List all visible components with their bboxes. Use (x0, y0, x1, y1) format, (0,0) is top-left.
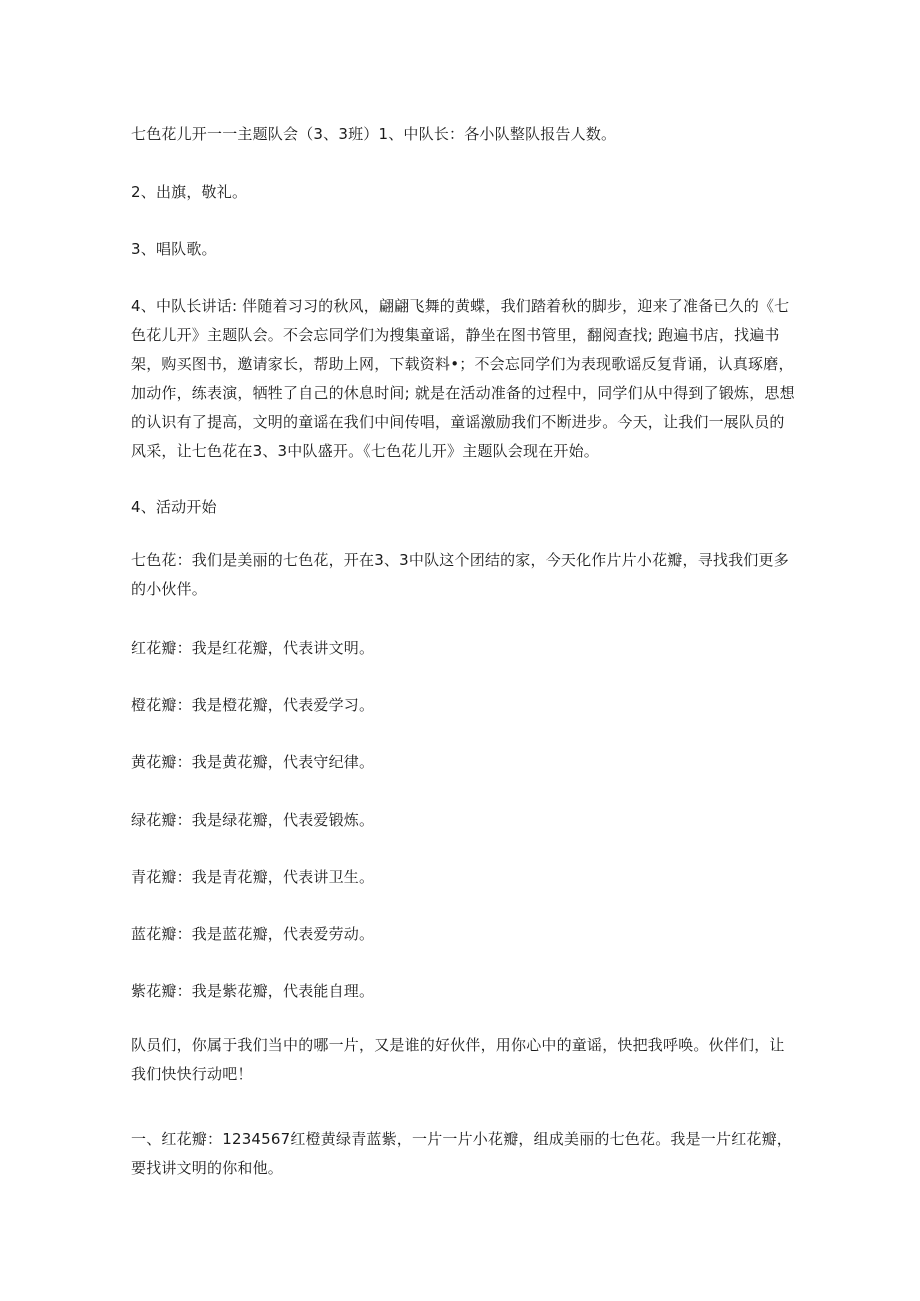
paragraph-green-petal: 绿花瓣：我是绿花瓣，代表爱锻炼。 (131, 811, 375, 829)
paragraph-purple-petal: 紫花瓣：我是紫花瓣，代表能自理。 (131, 982, 375, 1000)
paragraph-orange-petal: 橙花瓣：我是橙花瓣，代表爱学习。 (131, 696, 375, 714)
paragraph-leader-speech: 4、中队长讲话: 伴随着习习的秋风，翩翩飞舞的黄蝶，我们踏着秋的脚步，迎来了准备已久的《七色花儿开》主题队会。不会忘同学们为搜集童谣，静坐在图书管里，翻阅查找; 跑遍书店，找遍书架，购买图书，邀请家长，帮助上网，下载资料•；不会忘同学们为表现歌谣反复背诵，认真琢磨，加动作，练表演，牺牲了自己的休息时间; 就是在活动准备的过程中，同学们从中得到了锻炼，思想的认识有了提高，文明的童谣在我们中间传唱，童谣激励我们不断进步。今天，让我们一展队员的风采，让七色花在3、3中队盛开。《七色花儿开》主题队会现在开始。 (131, 297, 795, 460)
paragraph-section-one-red: 一、红花瓣：1234567红橙黄绿青蓝紫，一片一片小花瓣，组成美丽的七色花。我是一片红花瓣，要找讲文明的你和他。 (131, 1130, 793, 1177)
paragraph-team-members: 队员们，你属于我们当中的哪一片，又是谁的好伙伴，用你心中的童谣，快把我呼唤。伙伴们，让我们快快行动吧！ (131, 1036, 785, 1083)
paragraph-step-2: 2、出旗，敬礼。 (131, 183, 248, 201)
paragraph-blue-petal: 蓝花瓣：我是蓝花瓣，代表爱劳动。 (131, 925, 375, 943)
paragraph-step-3: 3、唱队歌。 (131, 240, 217, 258)
paragraph-yellow-petal: 黄花瓣：我是黄花瓣，代表守纪律。 (131, 753, 375, 771)
paragraph-seven-color-flower: 七色花：我们是美丽的七色花，开在3、3中队这个团结的家，今天化作片片小花瓣，寻找我们更多的小伙伴。 (131, 551, 789, 598)
paragraph-activity-start: 4、活动开始 (131, 498, 217, 516)
paragraph-title-line: 七色花儿开一一主题队会（3、3班）1、中队长：各小队整队报告人数。 (131, 125, 617, 143)
paragraph-cyan-petal: 青花瓣：我是青花瓣，代表讲卫生。 (131, 868, 375, 886)
paragraph-red-petal: 红花瓣：我是红花瓣，代表讲文明。 (131, 639, 375, 657)
